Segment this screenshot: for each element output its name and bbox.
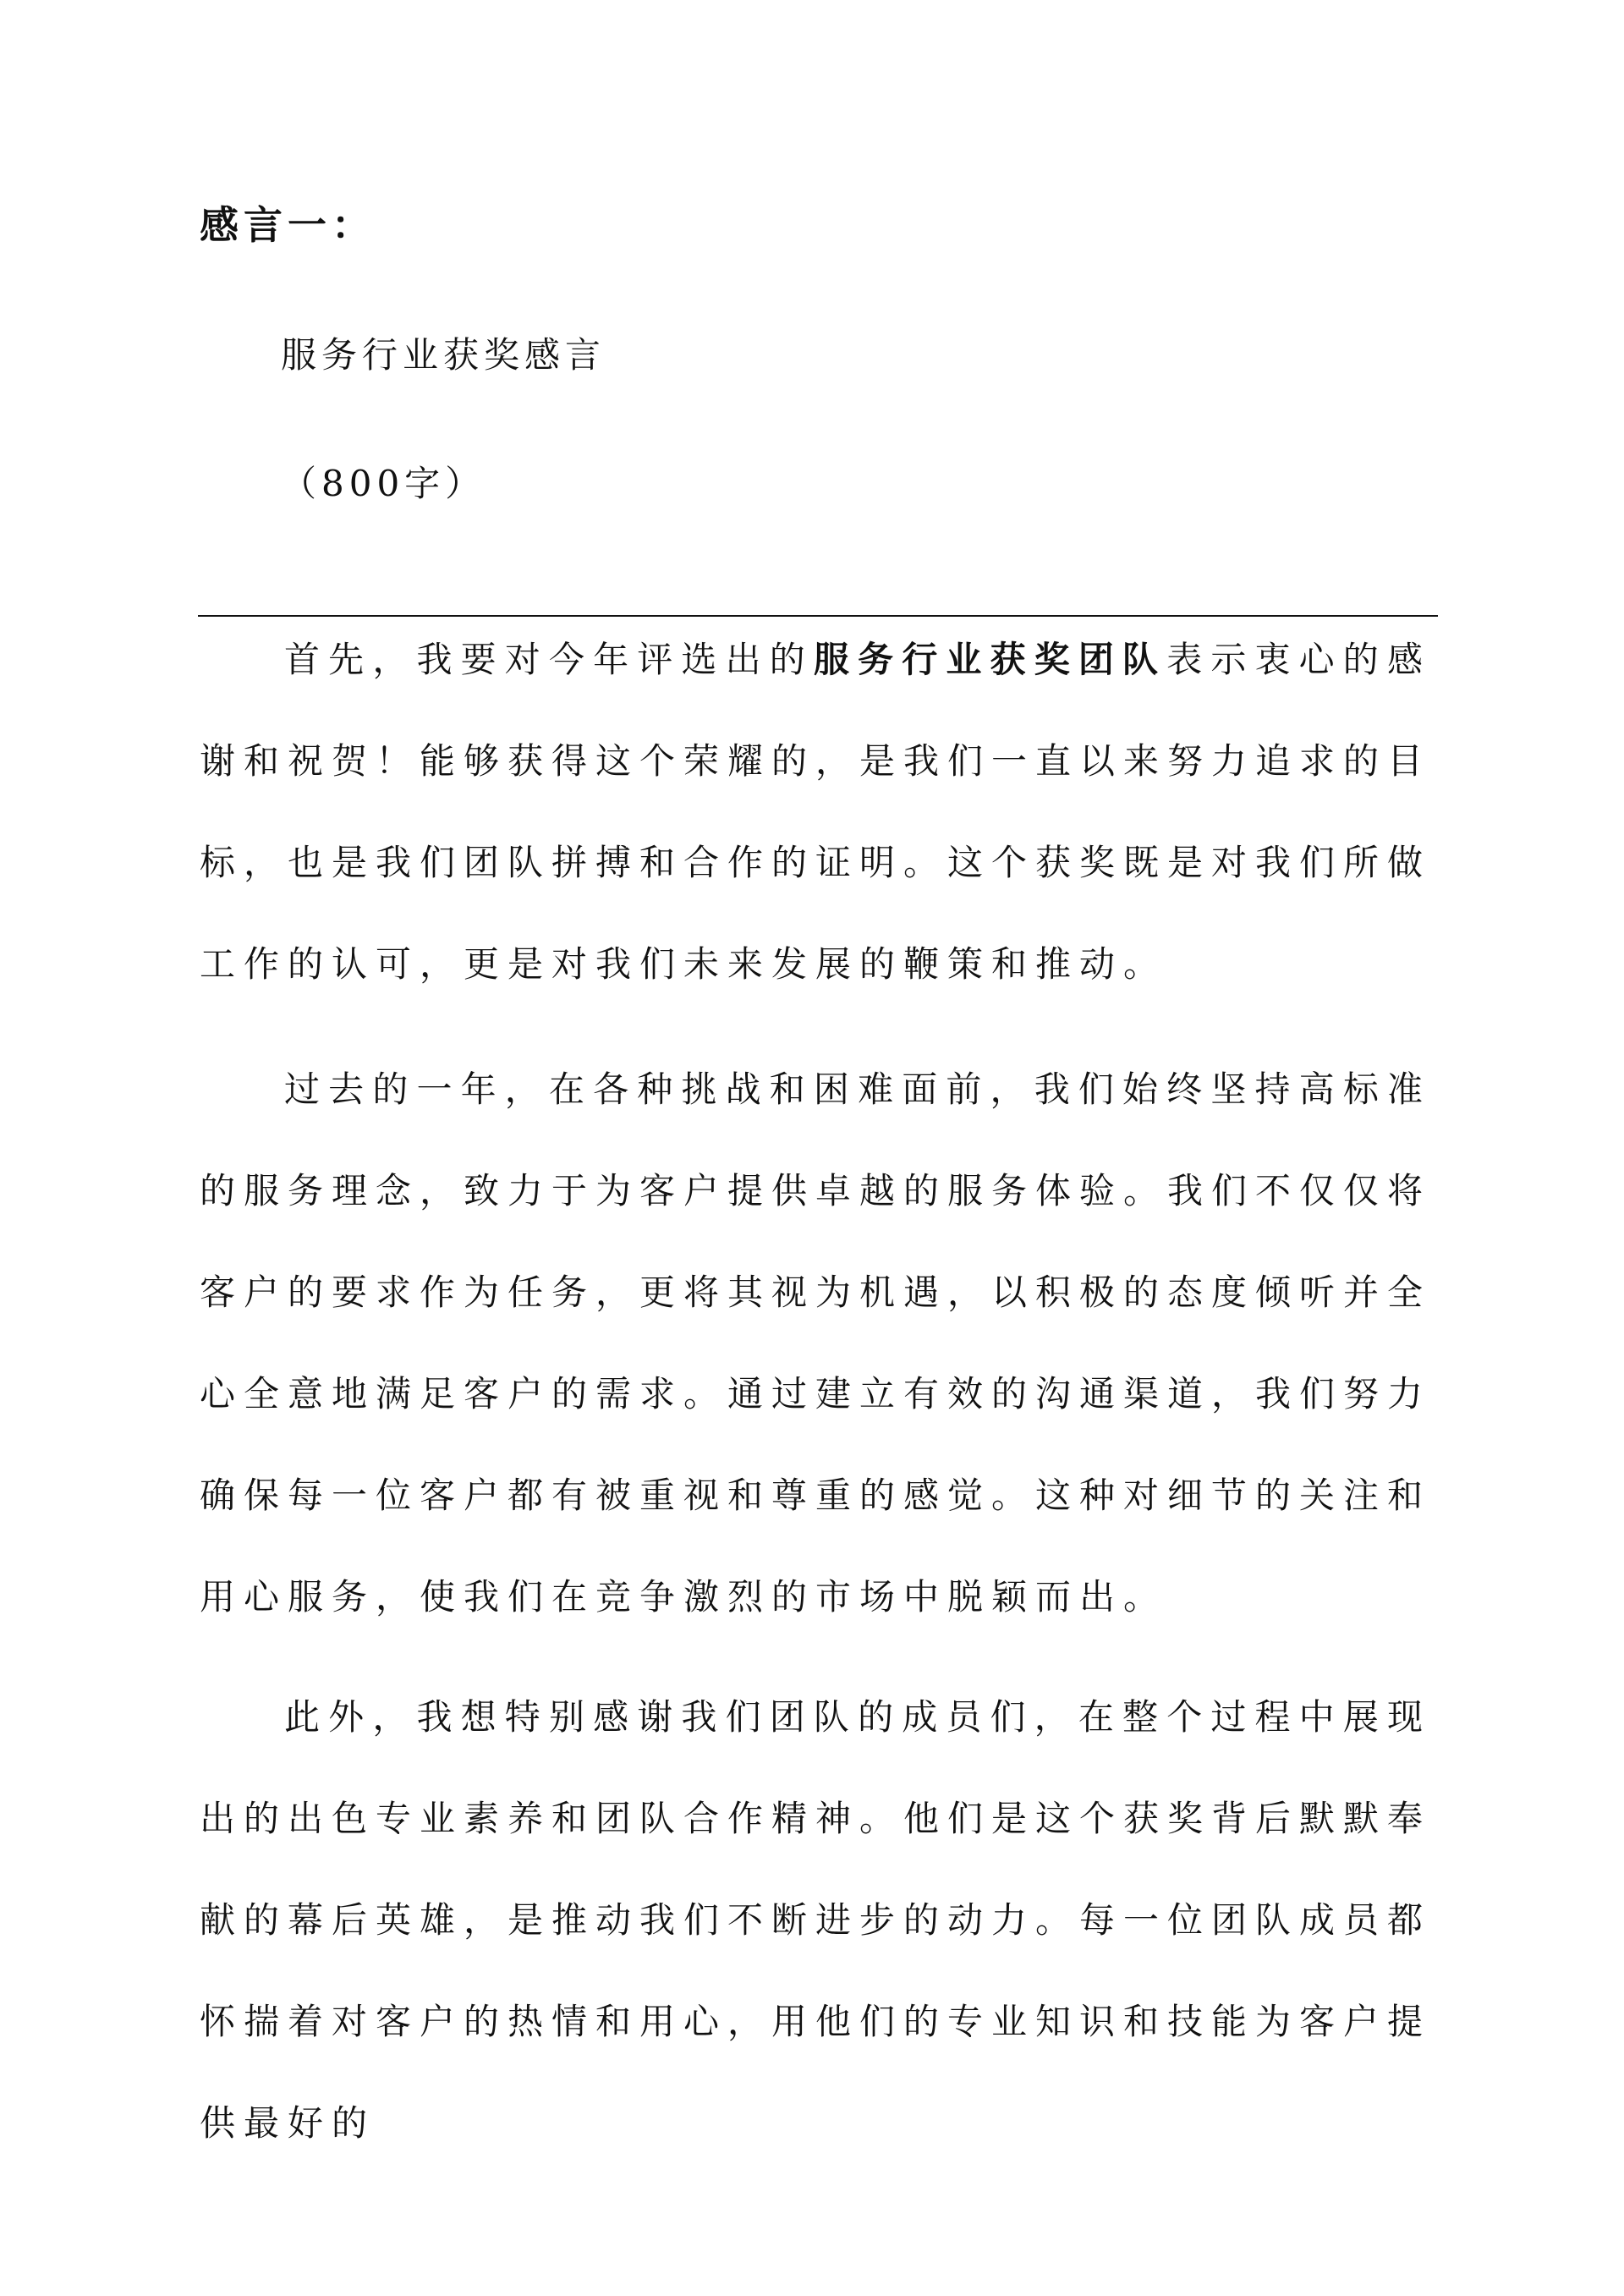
section-heading: 感言一： — [200, 202, 376, 248]
paragraph-2: 过去的一年，在各种挑战和困难面前，我们始终坚持高标准的服务理念，致力于为客户提供卓越的服务体验。我们不仅仅将客户的要求作为任务，更将其视为机遇，以积极的态度倾听并全心全意地满足客户的需求。通过建立有效的沟通渠道，我们努力确保每一位客户都有被重视和尊重的感觉。这种对细节的关注和用心服务，使我们在竞争激烈的市场中脱颖而出。 — [200, 1068, 1432, 1618]
paragraph-1-rest: 表示衷心的感谢和祝贺！能够获得这个荣耀的，是我们一直以来努力追求的目标，也是我们团队拼搏和合作的证明。这个获奖既是对我们所做工作的认可，更是对我们未来发展的鞭策和推动。 — [200, 639, 1432, 985]
paragraph-1 — [200, 609, 1431, 1015]
paragraph-3: 此外，我想特别感谢我们团队的成员们，在整个过程中展现出的出色专业素养和团队合作精神。他们是这个获奖背后默默奉献的幕后英雄，是推动我们不断进步的动力。每一位团队成员都怀揣着对客户的热情和用心，用他们的专业知识和技能为客户提供最好的 — [200, 1696, 1432, 2144]
paragraph-1-lead: 首先，我要对今年评选出的 — [284, 639, 814, 680]
document-title: 服务行业获奖感言 — [281, 334, 606, 376]
word-count: （800字） — [281, 463, 486, 504]
paragraph-1-emphasis: 服务行业获奖团队 — [813, 639, 1167, 680]
